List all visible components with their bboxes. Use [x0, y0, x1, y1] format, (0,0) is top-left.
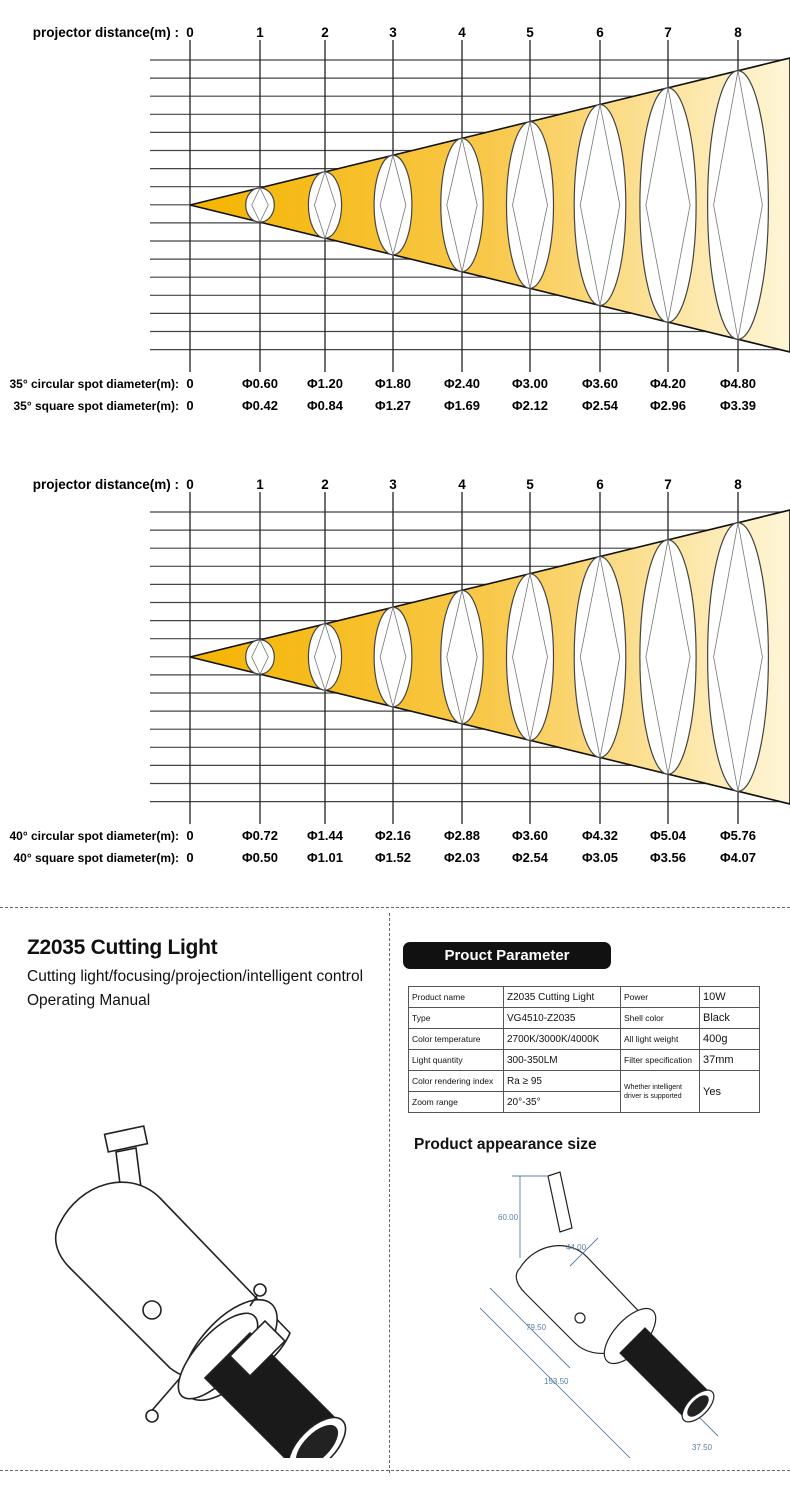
circular-spot	[640, 540, 696, 774]
spot-diameter-value: 0	[186, 828, 194, 843]
param-key: Type	[409, 1008, 504, 1029]
spot-diameter-value: 0	[186, 850, 194, 865]
distance-tick: 6	[596, 477, 604, 492]
param-row	[409, 1008, 760, 1029]
spot-row-label: 40° square spot diameter(m):	[13, 851, 179, 865]
beam-cone	[190, 510, 790, 804]
spot-diameter-value: Φ3.00	[512, 376, 548, 391]
dimension-height-label: 60.00	[498, 1213, 519, 1222]
distance-tick: 8	[734, 477, 742, 492]
param-value: 37mm	[700, 1050, 760, 1071]
circular-spot	[640, 88, 696, 322]
spot-diameter-value: Φ2.88	[444, 828, 480, 843]
appearance-title: Product appearance size	[414, 1136, 597, 1153]
spot-diameter-value: Φ2.40	[444, 376, 480, 391]
distance-tick: 0	[186, 25, 194, 40]
distance-tick: 3	[389, 25, 397, 40]
param-key: Filter specification	[621, 1050, 700, 1071]
spot-diameter-value: Φ1.52	[375, 850, 411, 865]
param-key: Zoom range	[409, 1092, 504, 1113]
spot-diameter-value: Φ0.42	[242, 398, 278, 413]
param-value: 300-350LM	[504, 1050, 621, 1071]
param-row	[409, 987, 760, 1008]
distance-tick: 3	[389, 477, 397, 492]
param-title-banner: Prouct Parameter	[403, 942, 611, 969]
distance-tick: 7	[664, 477, 672, 492]
spot-diameter-value: Φ4.32	[582, 828, 618, 843]
dimension-lens-label: 37.50	[692, 1443, 713, 1452]
spot-diameter-value: 0	[186, 398, 194, 413]
spot-diameter-value: Φ4.80	[720, 376, 756, 391]
dimension-length-label: 153.50	[544, 1377, 569, 1386]
circular-spot	[246, 188, 275, 222]
param-value: 2700K/3000K/4000K	[504, 1029, 621, 1050]
distance-tick: 7	[664, 25, 672, 40]
product-manual	[0, 908, 790, 1488]
beam-diagram-35	[0, 0, 790, 430]
spot-diameter-value: 0	[186, 376, 194, 391]
distance-tick: 2	[321, 25, 329, 40]
param-value: Black	[700, 1008, 760, 1029]
param-value: Yes	[700, 1071, 760, 1113]
beam-svg-35	[0, 0, 790, 430]
section-divider-bottom	[0, 1470, 790, 1471]
param-row	[409, 1071, 760, 1092]
spot-diameter-value: Φ2.03	[444, 850, 480, 865]
spot-diameter-value: Φ1.27	[375, 398, 411, 413]
spot-diameter-value: Φ5.04	[650, 828, 686, 843]
spot-diameter-value: Φ3.56	[650, 850, 686, 865]
distance-tick: 4	[458, 25, 466, 40]
param-value: 10W	[700, 987, 760, 1008]
param-key: Light quantity	[409, 1050, 504, 1071]
dimension-body-label: 79.50	[526, 1323, 547, 1332]
distance-tick: 5	[526, 477, 534, 492]
param-table	[408, 986, 760, 1113]
product-illustration	[40, 1038, 360, 1458]
param-key: Whether intelligent driver is supported	[621, 1071, 700, 1113]
spot-diameter-value: Φ2.54	[582, 398, 618, 413]
param-key: Color rendering index	[409, 1071, 504, 1092]
dimension-drawing	[480, 1158, 760, 1458]
spot-diameter-value: Φ2.12	[512, 398, 548, 413]
distance-tick: 2	[321, 477, 329, 492]
spot-row-label: 35° circular spot diameter(m):	[9, 377, 179, 391]
param-value: 400g	[700, 1029, 760, 1050]
param-key: All light weight	[621, 1029, 700, 1050]
distance-tick: 8	[734, 25, 742, 40]
spot-diameter-value: Φ0.50	[242, 850, 278, 865]
circular-spot	[574, 105, 626, 306]
spot-diameter-value: Φ3.60	[582, 376, 618, 391]
distance-header-label: projector distance(m) :	[32, 25, 179, 40]
spot-diameter-value: Φ2.16	[375, 828, 411, 843]
beam-cone	[190, 58, 790, 352]
distance-header-label: projector distance(m) :	[32, 477, 179, 492]
beam-svg-40	[0, 452, 790, 882]
param-row	[409, 1029, 760, 1050]
distance-tick: 0	[186, 477, 194, 492]
spot-diameter-value: Φ1.69	[444, 398, 480, 413]
product-title: Z2035 Cutting Light	[27, 936, 218, 959]
circular-spot	[308, 624, 341, 690]
spot-diameter-value: Φ2.96	[650, 398, 686, 413]
circular-spot	[507, 122, 554, 289]
param-key: Power	[621, 987, 700, 1008]
product-subtitle: Cutting light/focusing/projection/intelligent control	[27, 968, 364, 985]
param-key: Color temperature	[409, 1029, 504, 1050]
param-value: VG4510-Z2035	[504, 1008, 621, 1029]
circular-spot	[574, 557, 626, 758]
circular-spot	[246, 640, 275, 674]
param-key: Shell color	[621, 1008, 700, 1029]
spot-diameter-value: Φ1.01	[307, 850, 343, 865]
spot-diameter-value: Φ1.44	[307, 828, 343, 843]
dimension-diameter-label: 44.00	[566, 1243, 587, 1252]
vertical-divider	[389, 913, 390, 1473]
circular-spot	[708, 71, 769, 340]
circular-spot	[507, 574, 554, 741]
beam-diagram-40	[0, 452, 790, 882]
operating-manual-label: Operating Manual	[27, 992, 151, 1009]
spot-diameter-value: Φ3.05	[582, 850, 618, 865]
spot-diameter-value: Φ5.76	[720, 828, 756, 843]
param-value: Z2035 Cutting Light	[504, 987, 621, 1008]
spot-diameter-value: Φ3.39	[720, 398, 756, 413]
spot-diameter-value: Φ0.60	[242, 376, 278, 391]
param-value: Ra ≥ 95	[504, 1071, 621, 1092]
spot-diameter-value: Φ4.07	[720, 850, 756, 865]
spot-diameter-value: Φ1.20	[307, 376, 343, 391]
circular-spot	[308, 172, 341, 238]
distance-tick: 6	[596, 25, 604, 40]
distance-tick: 1	[256, 25, 264, 40]
distance-tick: 4	[458, 477, 466, 492]
spot-row-label: 40° circular spot diameter(m):	[9, 829, 179, 843]
param-key: Product name	[409, 987, 504, 1008]
spot-row-label: 35° square spot diameter(m):	[13, 399, 179, 413]
param-value: 20°-35°	[504, 1092, 621, 1113]
distance-tick: 5	[526, 25, 534, 40]
param-row	[409, 1050, 760, 1071]
spot-diameter-value: Φ1.80	[375, 376, 411, 391]
spot-diameter-value: Φ3.60	[512, 828, 548, 843]
circular-spot	[708, 523, 769, 792]
spot-diameter-value: Φ0.72	[242, 828, 278, 843]
distance-tick: 1	[256, 477, 264, 492]
spot-diameter-value: Φ4.20	[650, 376, 686, 391]
spot-diameter-value: Φ2.54	[512, 850, 548, 865]
spot-diameter-value: Φ0.84	[307, 398, 343, 413]
